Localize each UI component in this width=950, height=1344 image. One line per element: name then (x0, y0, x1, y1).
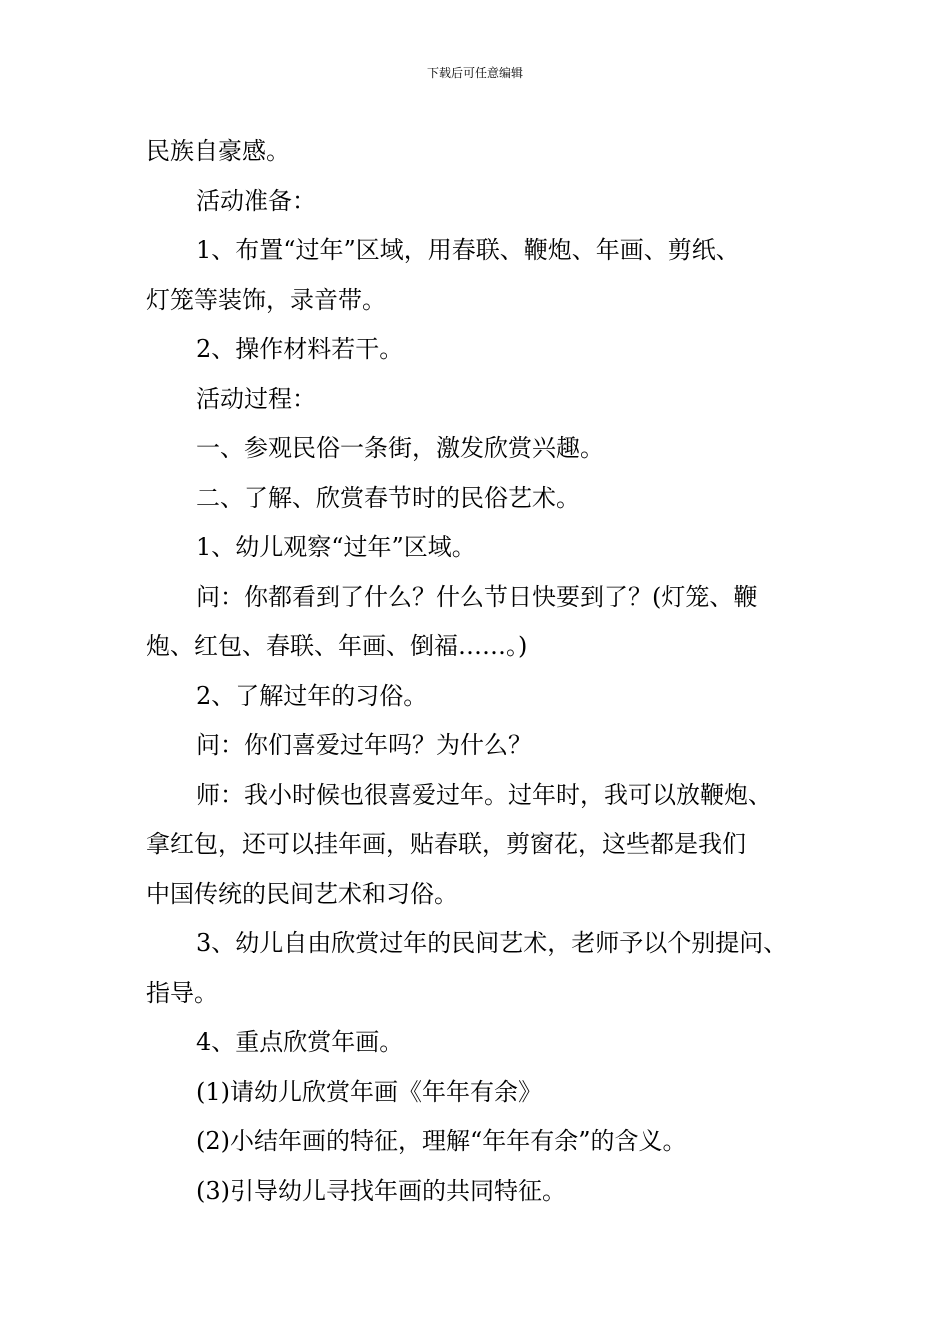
text-line-8: 二、了解、欣赏春节时的民俗艺术。 (196, 483, 580, 512)
text-line-16: 中国传统的民间艺术和习俗。 (146, 879, 458, 908)
text-line-5: 2、操作材料若干。 (196, 335, 404, 363)
text-line-4: 灯笼等装饰，录音带。 (146, 285, 386, 314)
text-line-1: 民族自豪感。 (146, 137, 290, 165)
text-line-17: 3、幼儿自由欣赏过年的民间艺术，老师予以个别提问、 (196, 929, 788, 957)
text-line-20: (1)请幼儿欣赏年画《年年有余》 (196, 1077, 542, 1106)
text-line-3: 1、布置“过年”区域，用春联、鞭炮、年画、剪纸、 (196, 236, 740, 264)
text-line-15: 拿红包，还可以挂年画，贴春联，剪窗花，这些都是我们 (146, 830, 746, 858)
text-line-13: 问：你们喜爱过年吗？为什么？ (196, 731, 532, 759)
text-line-19: 4、重点欣赏年画。 (196, 1028, 404, 1056)
page-header-note: 下载后可任意编辑 (426, 66, 523, 80)
text-line-10: 问：你都看到了什么？什么节日快要到了？(灯笼、鞭 (196, 582, 758, 611)
text-line-21: (2)小结年画的特征，理解“年年有余”的含义。 (196, 1127, 687, 1155)
text-line-9: 1、幼儿观察“过年”区域。 (196, 533, 476, 561)
text-line-12: 2、了解过年的习俗。 (196, 681, 428, 710)
text-line-14: 师：我小时候也很喜爱过年。过年时，我可以放鞭炮、 (196, 780, 772, 809)
text-line-18: 指导。 (146, 978, 218, 1007)
text-line-6: 活动过程： (196, 384, 316, 413)
text-line-2: 活动准备： (196, 186, 316, 215)
document-body (146, 127, 836, 1216)
text-line-22: (3)引导幼儿寻找年画的共同特征。 (196, 1176, 566, 1205)
text-line-11: 炮、红包、春联、年画、倒福……。) (146, 632, 528, 660)
text-line-7: 一、参观民俗一条街，激发欣赏兴趣。 (196, 434, 604, 462)
